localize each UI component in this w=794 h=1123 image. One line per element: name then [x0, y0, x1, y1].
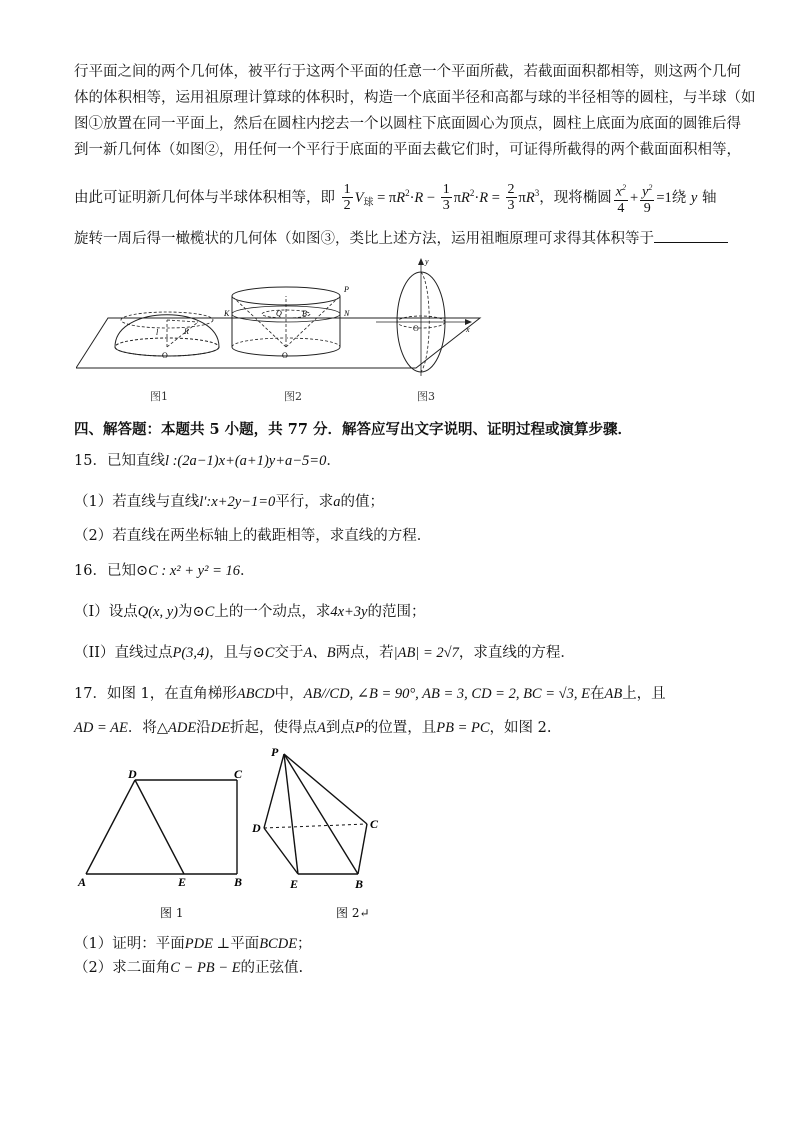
intro-line-1: 行平面之间的两个几何体，被平行于这两个平面的任意一个平面所截，若截面面积都相等，则这两个几何	[74, 64, 741, 80]
q15-stem-equation: l :(2a−1)x+(a+1)y+a−5=0	[164, 453, 327, 469]
q15-p1-text-b: 平行，求	[275, 494, 334, 510]
q16-p1-circle: ⊙C	[192, 604, 215, 620]
svg-text:B: B	[234, 875, 243, 889]
q17-l2-b: ．将△	[127, 720, 168, 736]
svg-text:E: E	[290, 877, 299, 891]
q17-part-1	[74, 934, 312, 954]
intro-line-5-var-y: y	[690, 189, 698, 206]
q17-p1-a: （1）证明：平面	[74, 936, 185, 952]
q17-part-2	[74, 958, 303, 978]
figure-3-ellipsoid	[376, 257, 472, 376]
q15-p1-equation: l′:x+2y−1=0	[199, 494, 276, 510]
svg-text:C: C	[370, 817, 379, 831]
q17-p1-c: 平面	[230, 936, 260, 952]
fig3-caption: 图3	[417, 390, 435, 403]
q16-part-1	[74, 602, 425, 622]
svg-text:P: P	[271, 746, 279, 759]
q16-part-2	[74, 643, 575, 663]
intro-line-5-text-b: ，现将椭圆	[539, 189, 612, 206]
q17-l2-h: 到点	[325, 720, 355, 736]
fig1-caption: 图1	[150, 390, 168, 403]
svg-text:A: A	[78, 875, 87, 889]
svg-text:D: D	[252, 821, 261, 835]
q15-p1-text-c: 的值；	[340, 494, 384, 510]
intro-line-5-text-e: 轴	[701, 189, 717, 206]
svg-text:y: y	[425, 257, 429, 266]
svg-text:K: K	[224, 309, 230, 318]
q15-part-1	[74, 492, 384, 512]
intro-line-4: 到一新几何体（如图②，用任何一个平行于底面的平面去截它们时，可证得所截得的两个截面面积相等，	[74, 142, 741, 158]
fig2-caption: 图2	[284, 390, 302, 403]
figure-1-hemisphere	[108, 312, 219, 360]
q16-p2-text-b: ，且与	[209, 645, 253, 661]
q16-p2-points: A、B	[303, 645, 336, 661]
q16-p1-text-f: 的范围；	[367, 604, 426, 620]
svg-text:l: l	[156, 328, 159, 337]
q17-l2-f: 折起，使得点	[230, 720, 318, 736]
q17-text-a: 17．如图 1，在直角梯形	[74, 686, 237, 702]
q16-p1-text-d: 上的一个动点，求	[214, 604, 331, 620]
base-plane	[76, 318, 480, 368]
top-figures	[76, 256, 496, 376]
q15-part-2: （2）若直线在两坐标轴上的截距相等，求直线的方程．	[74, 528, 432, 544]
svg-text:Q: Q	[276, 309, 282, 318]
q17-l2-k: PB = PC	[436, 720, 490, 736]
q16-p2-point: P(3,4)	[172, 645, 210, 661]
q17-p1-d: BCDE	[259, 936, 298, 952]
q17-figure-1	[77, 767, 243, 889]
svg-text:R: R	[184, 327, 189, 336]
svg-text:C: C	[234, 767, 243, 781]
q17-p2-b: C − PB − E	[170, 960, 241, 976]
svg-text:B: B	[302, 309, 307, 318]
svg-text:B: B	[355, 877, 364, 891]
svg-text:P: P	[344, 285, 349, 294]
q17-figures	[74, 746, 394, 896]
q16-p2-text-h: ，求直线的方程．	[458, 645, 575, 661]
q16-p2-chord: |AB| = 2√7	[393, 645, 459, 661]
frac-y2-over-9: $\frac{y^2}{9}$	[640, 180, 654, 216]
intro-line-6-text: 旋转一周后得一橄榄状的几何体（如图③，类比上述方法，运用祖暅原理可求得其体积等于	[74, 231, 654, 247]
q17-text-e: 在	[589, 686, 605, 702]
q16-stem	[74, 561, 255, 581]
q17-l2-e: DE	[210, 720, 231, 736]
answer-blank[interactable]	[654, 228, 728, 243]
q17-fig1-caption: 图 1	[160, 906, 184, 920]
q16-p2-circle: ⊙C	[252, 645, 275, 661]
q16-p2-text-d: 交于	[274, 645, 304, 661]
intro-line-6	[74, 228, 728, 249]
svg-text:O: O	[282, 351, 288, 360]
q17-l2-g: A	[317, 720, 326, 736]
q17-l2-d: 沿	[196, 720, 211, 736]
intro-line-5-text-c: 绕	[671, 189, 687, 206]
intro-line-5-text-a: 由此可证明新几何体与半球体积相等，即	[74, 189, 335, 206]
q16-p2-text-f: 两点，若	[335, 645, 394, 661]
q17-figure-2	[251, 746, 379, 891]
intro-line-5: 由此可证明新几何体与半球体积相等，即 $\frac{1}{2}$ $V_球 = \pi R^2\cdot R$ − $\frac{1}{3}$ $\pi R^2\cdot R$ = $\frac{2}{3}$ $\pi R^3$，现将椭圆 $\frac{x^2}{4}$ + $\frac{y^2}{9}$ =1绕 y 轴	[74, 180, 716, 216]
q17-l2-j: 的位置，且	[363, 720, 437, 736]
frac-x2-over-4: $\frac{x^2}{4}$	[614, 180, 628, 216]
svg-text:E: E	[178, 875, 187, 889]
intro-line-3: 图①放置在同一平面上，然后在圆柱内挖去一个以圆柱下底面圆心为顶点，圆柱上底面为底面的圆锥后得	[74, 116, 741, 132]
q17-p2-c: 的正弦值.	[240, 960, 304, 976]
q15-stem	[74, 451, 341, 471]
q15-p1-text-a: （1）若直线与直线	[74, 494, 200, 510]
q17-conditions: AB//CD, ∠B = 90°, AB = 3, CD = 2, BC = √3, E	[303, 686, 590, 702]
q17-p2-a: （2）求二面角	[74, 960, 171, 976]
q17-l2-i: P	[354, 720, 364, 736]
q15-stem-end: ．	[326, 453, 341, 469]
frac-two-thirds: $\frac{2}{3}$	[507, 182, 515, 214]
frac-third: $\frac{1}{3}$	[442, 182, 450, 214]
q16-p1-text-b: 为	[178, 604, 193, 620]
section-4-heading: 四、解答题：本题共 5 小题，共 77 分．解答应写出文字说明、证明过程或演算步骤．	[74, 421, 632, 438]
q17-l2-l: ，如图 2.	[489, 720, 552, 736]
q16-p1-expr: 4x+3y	[330, 604, 368, 620]
q16-stem-text: 16．已知	[74, 563, 136, 579]
q16-p1-point: Q(x, y)	[137, 604, 178, 620]
intro-line-2: 体的体积相等，运用祖原理计算球的体积时，构造一个底面半径和高都与球的半径相等的圆柱，与半球（如	[74, 90, 756, 106]
q17-line-2	[74, 718, 551, 738]
q17-text-c: 中，	[274, 686, 304, 702]
svg-text:x: x	[466, 325, 470, 334]
q17-fig2-caption: 图 2↵	[336, 906, 370, 920]
q16-p2-text-a: （II）直线过点	[74, 645, 173, 661]
svg-text:N: N	[344, 309, 350, 318]
q15-p1-var: a	[333, 494, 341, 510]
q17-l2-a: AD = AE	[74, 720, 128, 736]
q17-trapezoid: ABCD	[236, 686, 275, 702]
q17-stem	[74, 684, 666, 704]
q17-text-g: 上，且	[622, 686, 666, 702]
svg-text:O: O	[162, 351, 168, 360]
frac-half: $\frac{1}{2}$	[343, 182, 351, 214]
q15-stem-text: 15．已知直线	[74, 453, 165, 469]
svg-text:O: O	[413, 324, 419, 333]
q16-stem-end: ．	[240, 563, 255, 579]
svg-text:D: D	[128, 767, 137, 781]
figure-2-cylinder	[223, 285, 350, 360]
q17-p1-e: ；	[297, 936, 312, 952]
q17-segment-ab: AB	[604, 686, 623, 702]
q17-p1-b: PDE ⊥	[184, 936, 231, 952]
q17-l2-c: ADE	[167, 720, 197, 736]
q16-stem-equation: ⊙C : x² + y² = 16	[135, 563, 240, 579]
q16-p1-text-a: （I）设点	[74, 604, 138, 620]
